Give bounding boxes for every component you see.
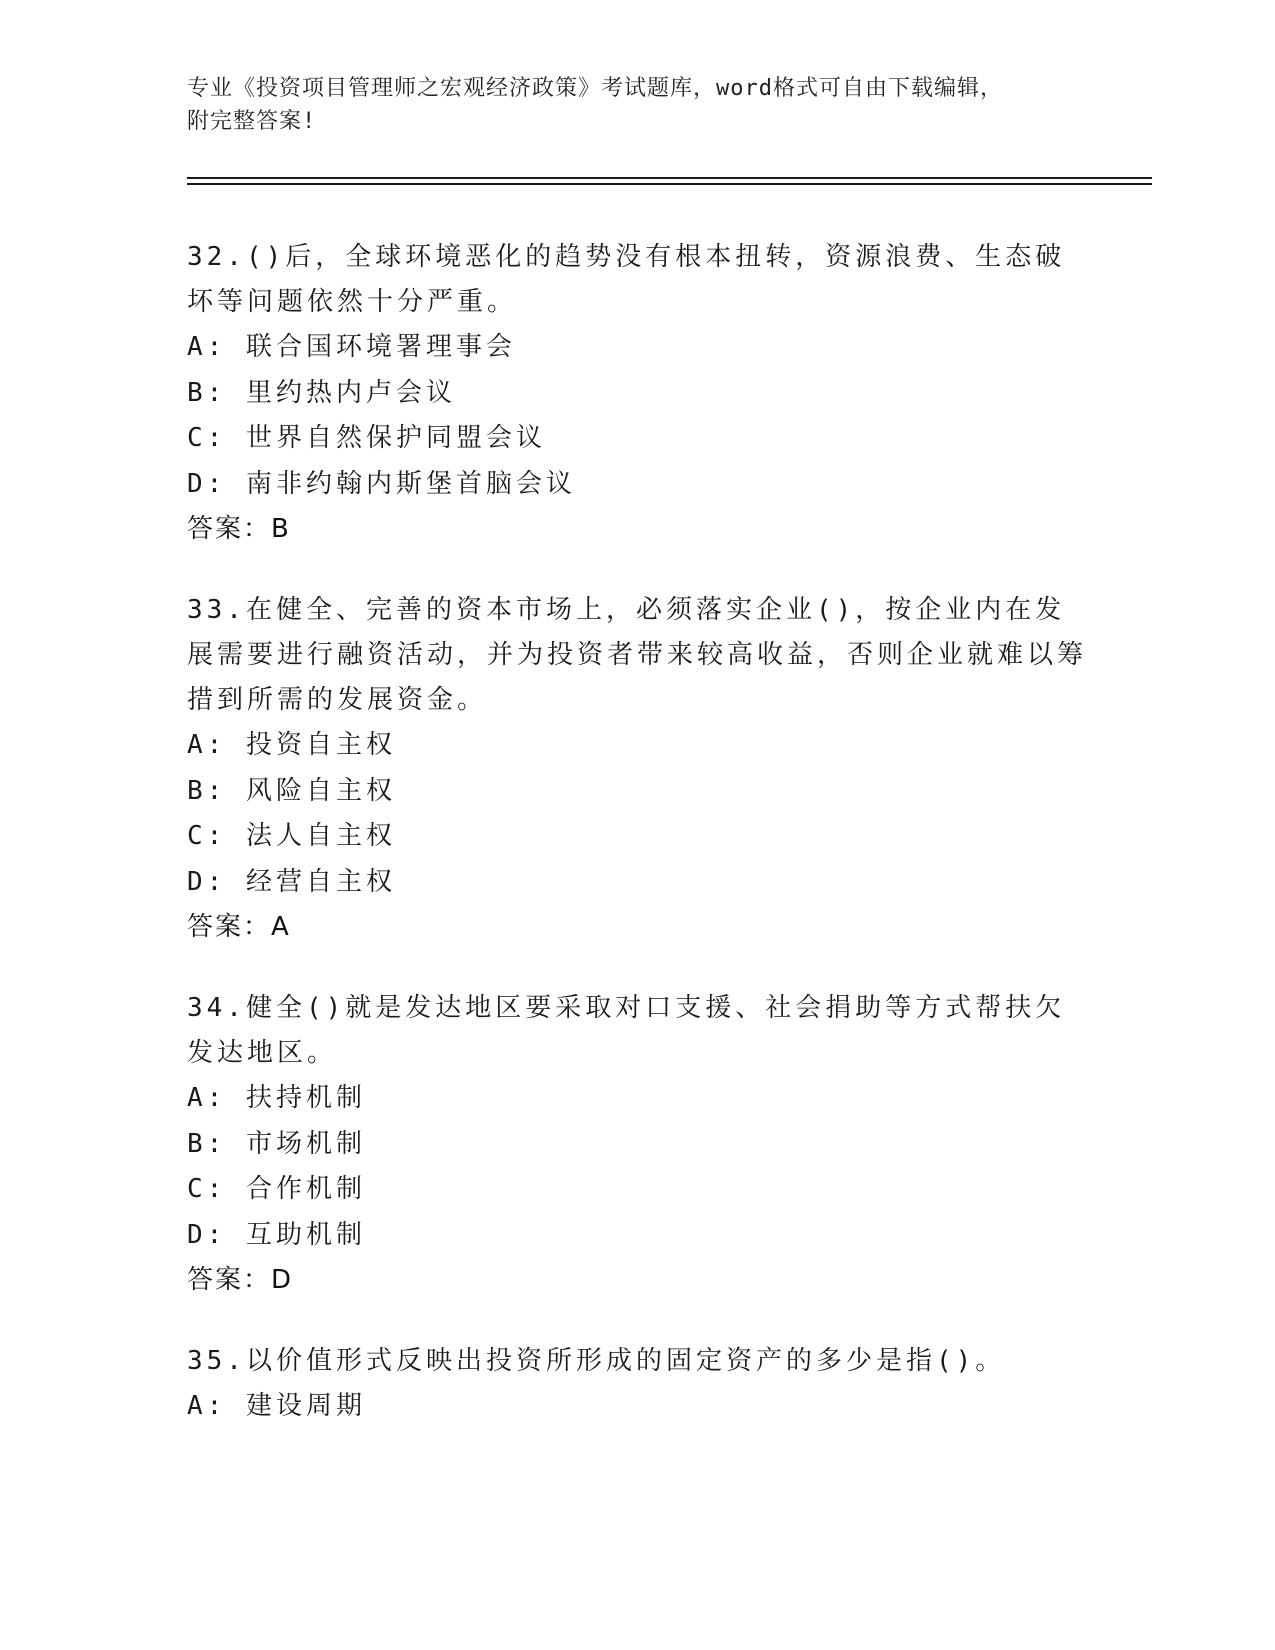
question-stem: 35.以价值形式反映出投资所形成的固定资产的多少是指()。 — [187, 1346, 1006, 1376]
option-a: A: 联合国环境署理事会 — [187, 332, 516, 362]
header-divider-bottom — [187, 183, 1152, 185]
option-a: A: 扶持机制 — [187, 1083, 366, 1113]
option-c: C: 世界自然保护同盟会议 — [187, 423, 546, 453]
option-a: A: 建设周期 — [187, 1391, 366, 1421]
question-list — [187, 235, 1087, 1466]
question-stem: 33.在健全、完善的资本市场上，必须落实企业()，按企业内在发展需要进行融资活动，并为投资者带来较高收益，否则企业就难以筹措到所需的发展资金。 — [187, 595, 1088, 715]
question-34 — [187, 986, 1087, 1303]
answer-label: 答案：A — [187, 912, 291, 942]
question-stem: 34.健全()就是发达地区要采取对口支援、社会捐助等方式帮扶欠发达地区。 — [187, 993, 1066, 1068]
option-b: B: 市场机制 — [187, 1128, 366, 1159]
option-a: A: 投资自主权 — [187, 730, 396, 760]
question-stem: 32.()后，全球环境恶化的趋势没有根本扭转，资源浪费、生态破坏等问题依然十分严重。 — [187, 242, 1066, 317]
answer-label: 答案：B — [187, 514, 291, 544]
answer-label: 答案：D — [187, 1265, 294, 1295]
option-d: D: 南非约翰内斯堡首脑会议 — [187, 468, 576, 499]
document-header — [187, 72, 1067, 138]
option-b: B: 风险自主权 — [187, 775, 396, 806]
header-line-1: 专业《投资项目管理师之宏观经济政策》考试题库，word格式可自由下载编辑， — [187, 76, 1003, 101]
question-32 — [187, 235, 1087, 552]
question-35 — [187, 1339, 1087, 1430]
option-d: D: 互助机制 — [187, 1219, 366, 1250]
option-b: B: 里约热内卢会议 — [187, 377, 456, 408]
option-c: C: 法人自主权 — [187, 821, 396, 851]
header-divider-top — [187, 177, 1152, 179]
header-line-2: 附完整答案! — [187, 109, 317, 134]
option-c: C: 合作机制 — [187, 1174, 366, 1204]
option-d: D: 经营自主权 — [187, 866, 396, 897]
question-33 — [187, 588, 1087, 950]
